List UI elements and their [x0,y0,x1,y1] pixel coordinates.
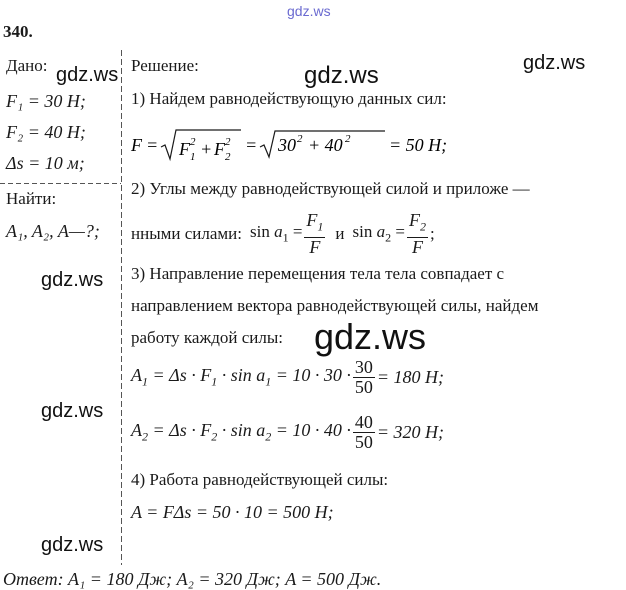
equation-resultant [131,125,461,174]
svg-text:30: 30 [278,135,296,155]
step-3-line-2: направлением вектора равнодействующей силы, найдем [131,296,539,315]
solution-heading: Решение: [131,56,199,75]
given-heading: Дано: [6,56,48,75]
watermark-top: gdz.ws [287,3,331,19]
problem-number: 340. [3,22,33,41]
step-1: 1) Найдем равнодействующую данных сил: [131,89,447,108]
watermark: gdz.ws [314,316,427,357]
fraction-40-50: $\frac{40}{50}$ [354,412,373,452]
fraction-f1-f: $\frac{F_1}{F}$ [306,210,324,257]
step-2-line-1: 2) Углы между равнодействующей силой и приложе — [131,179,530,198]
svg-text:F: F [179,139,190,159]
svg-text:F: F [214,139,225,159]
watermark: gdz.ws [523,52,586,74]
step-3-line-3: работу каждой силы: [131,328,283,347]
svg-text:1: 1 [190,151,196,163]
fraction-f2-f: $\frac{F_2}{F}$ [408,210,426,257]
watermark: gdz.ws [304,62,379,89]
step-2-line-2: нными силами: $\sin a_1$ = $\frac{F_1}{F}$ и $\sin a_2$ = $\frac{F_2}{F}$ ; [131,210,435,257]
svg-text:=: = [146,135,159,155]
svg-text:F: F [131,135,142,155]
svg-text:2: 2 [345,133,351,145]
step-3-line-1: 3) Направление перемещения тела тела совпадает с [131,264,505,283]
watermark: gdz.ws [41,269,104,291]
sin-a2-label: $\sin a_2$ = [352,222,405,245]
svg-text:+: + [200,139,213,159]
equation-work-2: $A_2 = \Delta s \cdot F_2 \cdot \sin a_2 = 10 \cdot 40$ · $\frac{40}{50}$ = 320 Н; [131,412,445,452]
equation-resultant-svg [131,125,461,169]
svg-text:= 50 Н;: = 50 Н; [389,135,448,155]
given-divider [0,183,121,184]
svg-text:2: 2 [225,151,231,163]
equation-work-total: A = FΔs = 50 · 10 = 500 Н; [131,502,334,522]
fraction-30-50: $\frac{30}{50}$ [354,357,373,397]
svg-text:2: 2 [225,136,231,148]
given-ds: Δs = 10 м; [6,153,85,173]
column-divider [121,50,122,565]
watermark: gdz.ws [41,400,104,422]
sin-a1-label: $\sin a_1$ = [249,222,303,245]
watermark: gdz.ws [56,64,119,86]
find-heading: Найти: [6,189,57,208]
watermark: gdz.ws [41,534,104,556]
given-f2: F₂ = 40 Н; [6,122,86,142]
svg-text:2: 2 [297,133,303,145]
conjunction: и [335,223,345,243]
step-2-label: нными силами: [131,223,242,243]
svg-text:2: 2 [190,136,196,148]
find-values: A₁, A₂, A—?; [6,221,100,241]
svg-text:=: = [245,135,258,155]
answer: Ответ: A₁ = 180 Дж; A₂ = 320 Дж; A = 500 Дж. [3,569,382,589]
svg-text:+ 40: + 40 [308,135,343,155]
given-f1: F₁ = 30 Н; [6,91,86,111]
equation-work-1: $A_1 = \Delta s \cdot F_1 \cdot \sin a_1 = 10 \cdot 30$ · $\frac{30}{50}$ = 180 Н; [131,357,445,397]
step-4: 4) Работа равнодействующей силы: [131,470,389,489]
